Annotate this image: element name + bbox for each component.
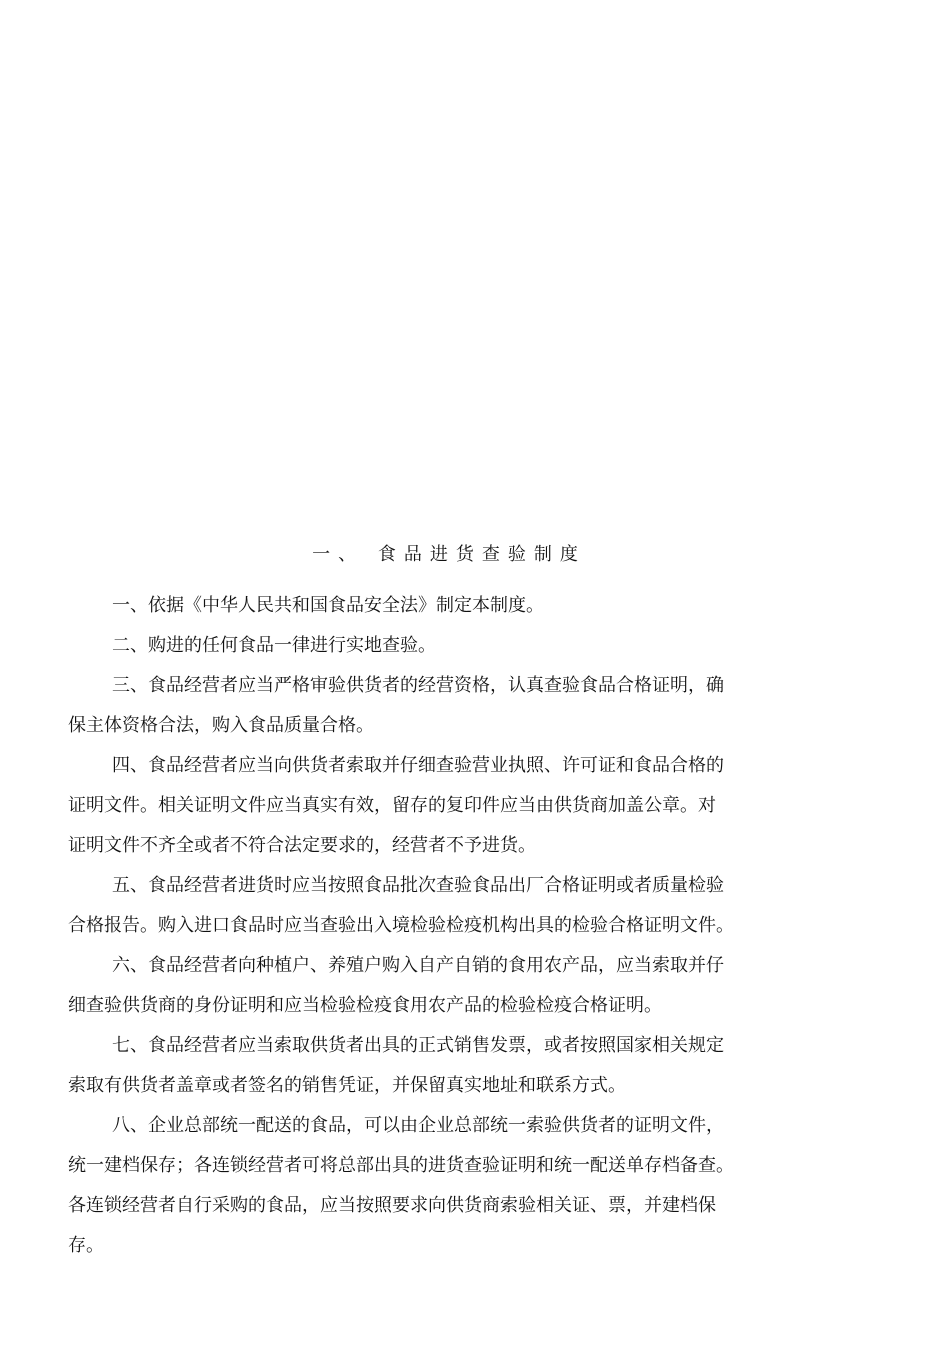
paragraph-line: 证明文件。相关证明文件应当真实有效，留存的复印件应当由供货商加盖公章。对 bbox=[68, 795, 716, 816]
paragraph-7 bbox=[68, 1026, 830, 1106]
paragraph-line: 各连锁经营者自行采购的食品，应当按照要求向供货商索验相关证、票，并建档保 bbox=[68, 1195, 716, 1216]
document-body bbox=[68, 538, 830, 1266]
paragraph-4 bbox=[68, 746, 830, 866]
paragraph-line: 合格报告。购入进口食品时应当查验出入境检验检疫机构出具的检验合格证明文件。 bbox=[68, 915, 734, 936]
document-title: 一、 食品进货查验制度 bbox=[312, 544, 586, 565]
paragraph-line: 证明文件不齐全或者不符合法定要求的，经营者不予进货。 bbox=[68, 835, 536, 856]
paragraph-line: 三、食品经营者应当严格审验供货者的经营资格，认真查验食品合格证明，确 bbox=[112, 675, 724, 696]
paragraph-2 bbox=[68, 626, 830, 666]
paragraph-5 bbox=[68, 866, 830, 946]
paragraph-8 bbox=[68, 1106, 830, 1266]
paragraph-line: 统一建档保存；各连锁经营者可将总部出具的进货查验证明和统一配送单存档备查。 bbox=[68, 1155, 734, 1176]
paragraph-line: 细查验供货商的身份证明和应当检验检疫食用农产品的检验检疫合格证明。 bbox=[68, 995, 662, 1016]
paragraph-line: 存。 bbox=[68, 1235, 104, 1256]
paragraph-line: 四、食品经营者应当向供货者索取并仔细查验营业执照、许可证和食品合格的 bbox=[112, 755, 724, 776]
paragraph-6 bbox=[68, 946, 830, 1026]
paragraph-line: 五、食品经营者进货时应当按照食品批次查验食品出厂合格证明或者质量检验 bbox=[112, 875, 724, 896]
paragraph-3 bbox=[68, 666, 830, 746]
paragraph-line: 七、食品经营者应当索取供货者出具的正式销售发票，或者按照国家相关规定 bbox=[112, 1035, 724, 1056]
paragraph-line: 保主体资格合法，购入食品质量合格。 bbox=[68, 715, 374, 736]
paragraph-line: 六、食品经营者向种植户、养殖户购入自产自销的食用农产品，应当索取并仔 bbox=[112, 955, 724, 976]
paragraph-line: 索取有供货者盖章或者签名的销售凭证，并保留真实地址和联系方式。 bbox=[68, 1075, 626, 1096]
paragraph-line: 一、依据《中华人民共和国食品安全法》制定本制度。 bbox=[112, 595, 544, 616]
paragraph-line: 八、企业总部统一配送的食品，可以由企业总部统一索验供货者的证明文件， bbox=[112, 1115, 724, 1136]
paragraph-line: 二、购进的任何食品一律进行实地查验。 bbox=[112, 635, 436, 656]
paragraph-1 bbox=[68, 586, 830, 626]
